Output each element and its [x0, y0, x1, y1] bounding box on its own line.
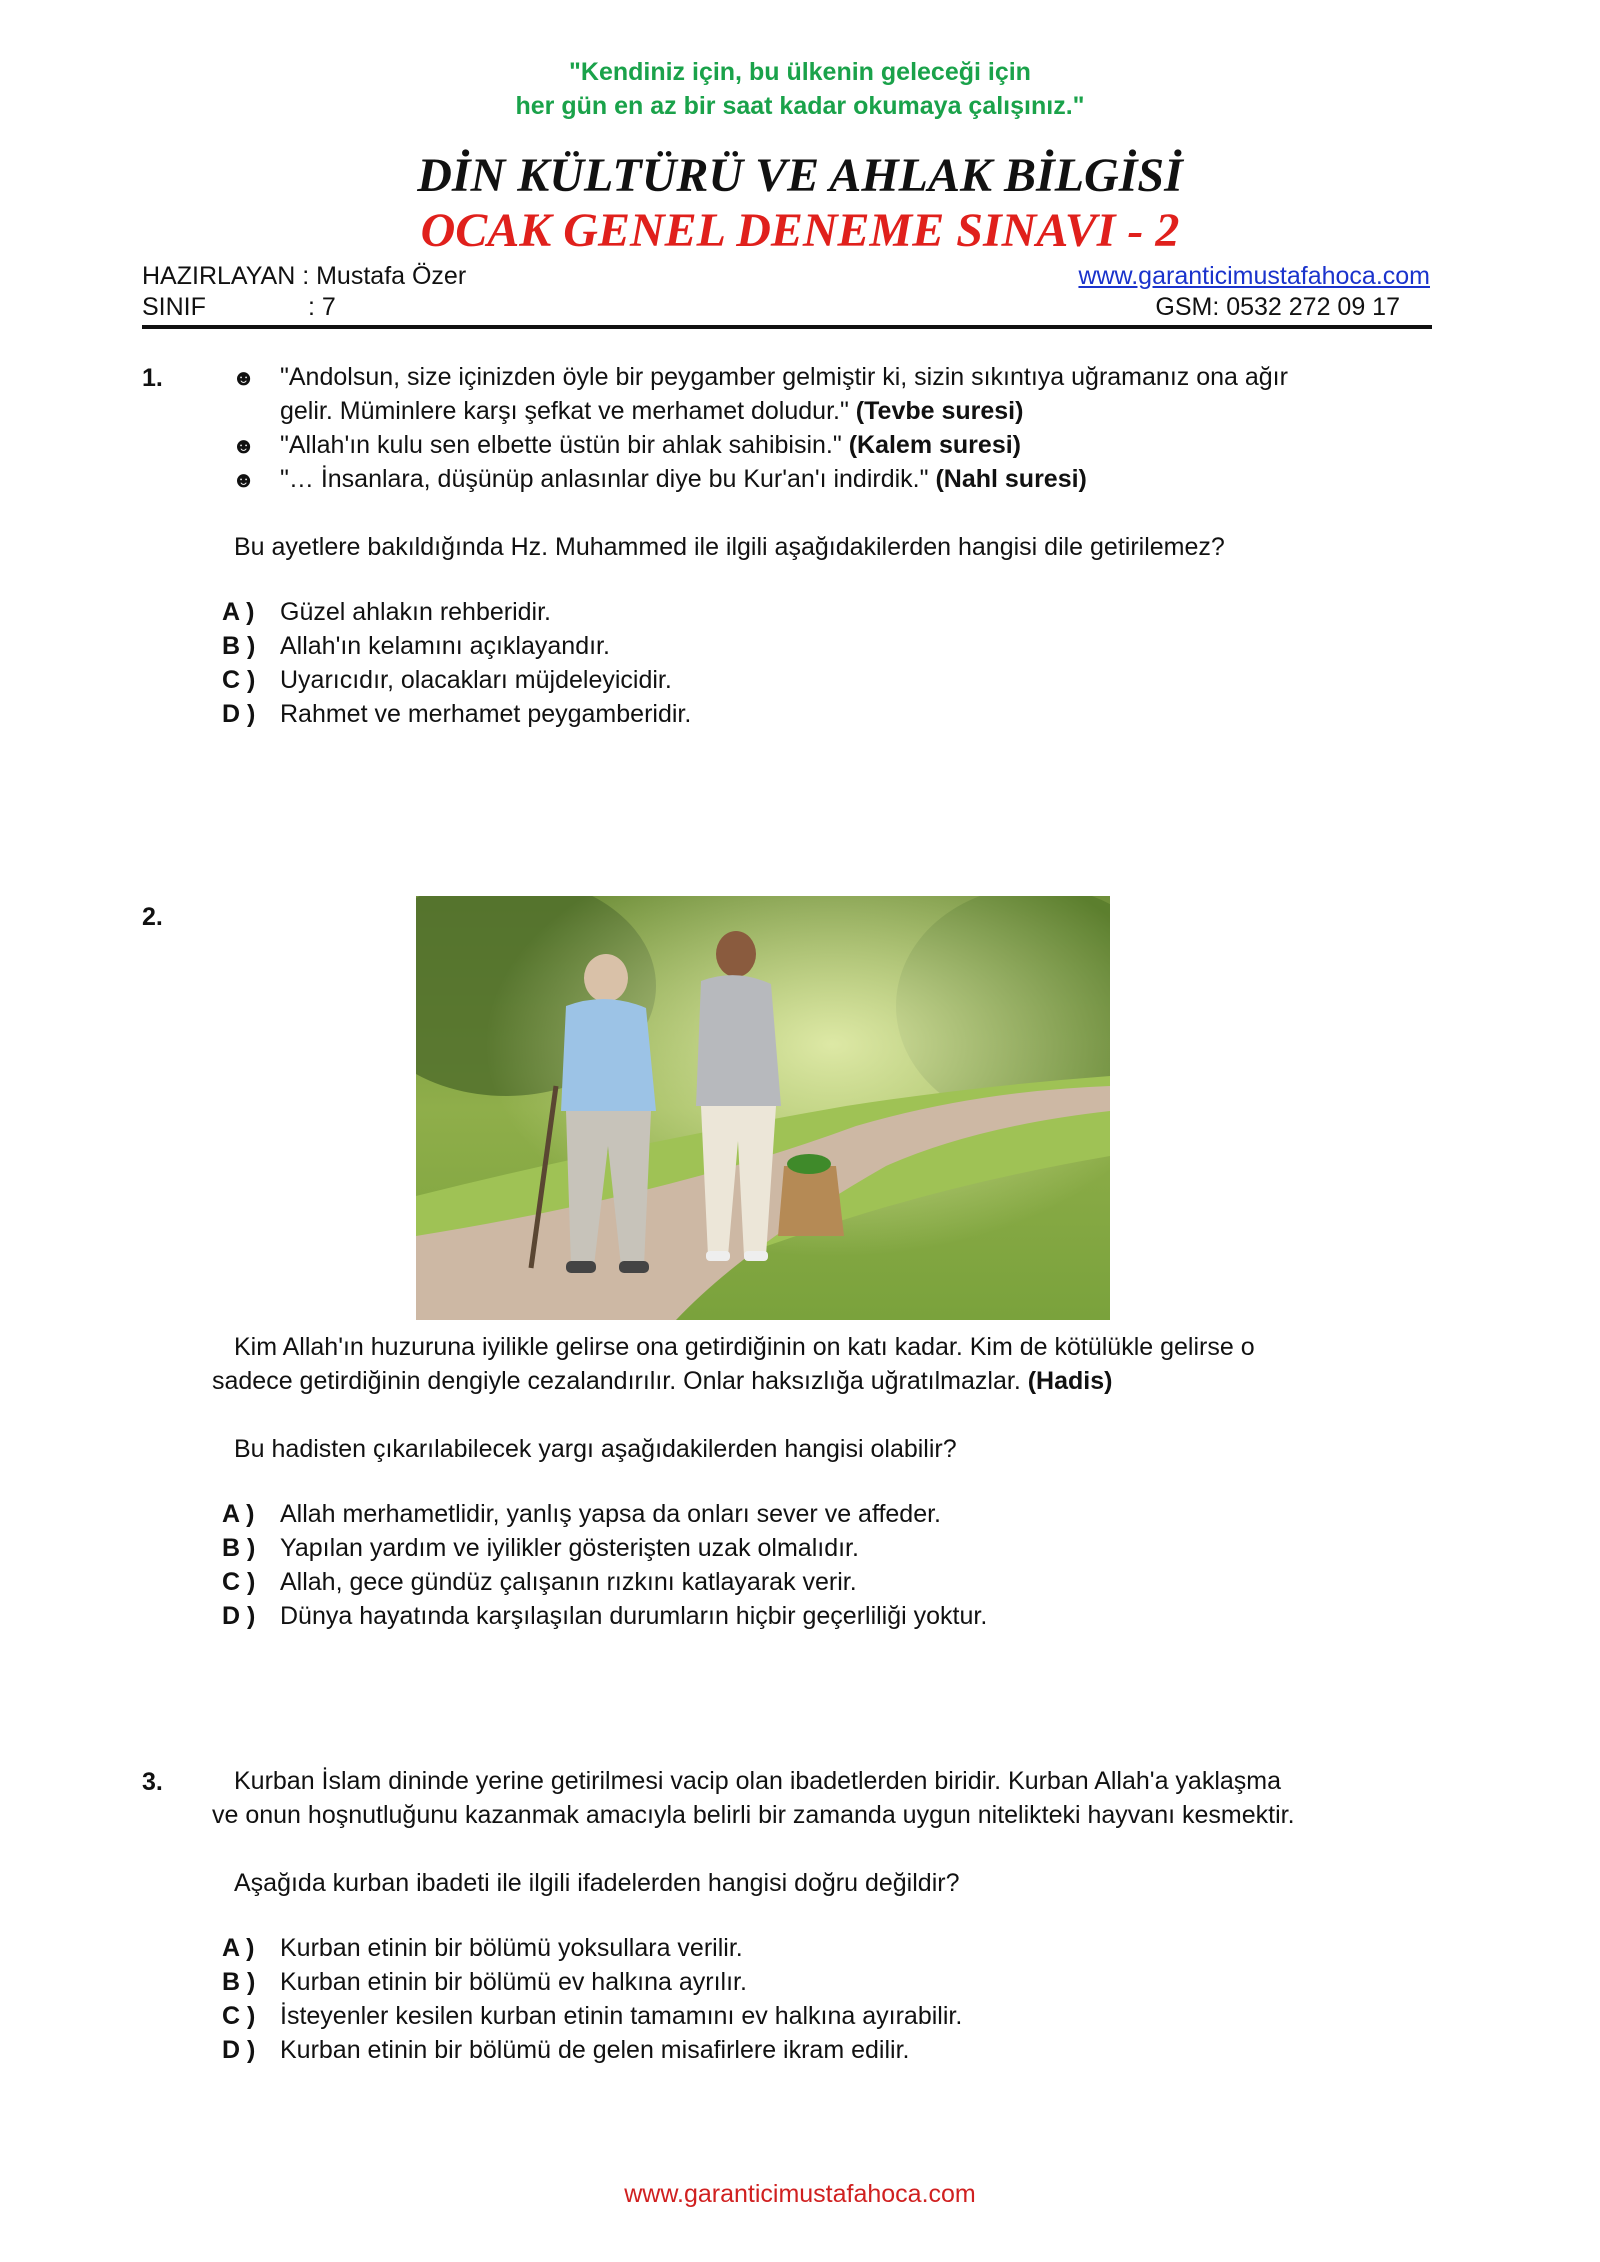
question-stem: Bu hadisten çıkarılabilecek yargı aşağıdakilerden hangisi olabilir?	[234, 1435, 957, 1463]
option-text[interactable]: Yapılan yardım ve iyilikler gösterişten uzak olmalıdır.	[280, 1534, 859, 1562]
verse-line	[280, 428, 1021, 462]
website-link[interactable]: www.garanticimustafahoca.com	[1078, 262, 1430, 290]
question-number: 1.	[142, 364, 163, 392]
option-text[interactable]: İsteyenler kesilen kurban etinin tamamını ev halkına ayırabilir.	[280, 2002, 963, 2030]
option-letter: A )	[222, 1934, 255, 1962]
verse-line	[280, 462, 1087, 496]
class-value: : 7	[308, 293, 336, 321]
question-number: 3.	[142, 1768, 163, 1796]
passage-text: Kurban İslam dininde yerine getirilmesi vacip olan ibadetlerden biridir. Kurban Allah'a yaklaşma	[234, 1767, 1282, 1795]
smiley-bullet-icon: ☻	[232, 433, 256, 458]
passage-source: (Hadis)	[1027, 1367, 1113, 1395]
question-number: 2.	[142, 903, 163, 931]
passage-text: sadece getirdiğinin dengiyle cezalandırılır. Onlar haksızlığa uğratılmazlar.	[212, 1367, 1021, 1395]
option-text[interactable]: Kurban etinin bir bölümü yoksullara verilir.	[280, 1934, 743, 1962]
passage-line	[212, 1364, 1112, 1398]
option-letter: A )	[222, 598, 255, 626]
option-text[interactable]: Allah'ın kelamını açıklayandır.	[280, 632, 610, 660]
option-text[interactable]: Rahmet ve merhamet peygamberidir.	[280, 700, 692, 728]
option-letter: C )	[222, 1568, 256, 1596]
verse-text: "Allah'ın kulu sen elbette üstün bir ahlak sahibisin."	[280, 431, 842, 459]
option-letter: D )	[222, 700, 256, 728]
option-letter: B )	[222, 1534, 256, 1562]
elderly-couple-walking-photo	[416, 896, 1110, 1320]
option-text[interactable]: Kurban etinin bir bölümü de gelen misafirlere ikram edilir.	[280, 2036, 910, 2064]
option-text[interactable]: Dünya hayatında karşılaşılan durumların hiçbir geçerliliği yoktur.	[280, 1602, 988, 1630]
option-text[interactable]: Uyarıcıdır, olacakları müjdeleyicidir.	[280, 666, 672, 694]
header-divider	[142, 325, 1432, 329]
motto-line-2: her gün en az bir saat kadar okumaya çalışınız."	[515, 92, 1085, 120]
passage-text: Kim Allah'ın huzuruna iyilikle gelirse ona getirdiğinin on katı kadar. Kim de kötülükle gelirse o	[234, 1333, 1255, 1361]
verse-source: (Nahl suresi)	[935, 465, 1087, 493]
option-letter: D )	[222, 2036, 256, 2064]
verse-line	[280, 394, 1023, 428]
option-text[interactable]: Kurban etinin bir bölümü ev halkına ayrılır.	[280, 1968, 747, 1996]
option-letter: D )	[222, 1602, 256, 1630]
smiley-bullet-icon: ☻	[232, 365, 256, 390]
verse-source: (Kalem suresi)	[848, 431, 1021, 459]
page-title: DİN KÜLTÜRÜ VE AHLAK BİLGİSİ	[417, 149, 1183, 202]
option-text[interactable]: Allah merhametlidir, yanlış yapsa da onları sever ve affeder.	[280, 1500, 941, 1528]
motto-line-1: "Kendiniz için, bu ülkenin geleceği için	[569, 58, 1031, 86]
smiley-bullet-icon: ☻	[232, 467, 256, 492]
verse-text: gelir. Müminlere karşı şefkat ve merhamet doludur."	[280, 397, 849, 425]
option-letter: C )	[222, 666, 256, 694]
class-label: SINIF	[142, 293, 206, 321]
option-text[interactable]: Güzel ahlakın rehberidir.	[280, 598, 551, 626]
question-stem: Aşağıda kurban ibadeti ile ilgili ifadelerden hangisi doğru değildir?	[234, 1869, 960, 1897]
option-letter: B )	[222, 1968, 256, 1996]
verse-source: (Tevbe suresi)	[855, 397, 1024, 425]
option-letter: B )	[222, 632, 256, 660]
option-letter: A )	[222, 1500, 255, 1528]
exam-title: OCAK GENEL DENEME SINAVI - 2	[420, 204, 1180, 257]
gsm-number: GSM: 0532 272 09 17	[1155, 293, 1400, 321]
passage-text: ve onun hoşnutluğunu kazanmak amacıyla belirli bir zamanda uygun nitelikteki hayvanı kesmektir.	[212, 1801, 1295, 1829]
option-letter: C )	[222, 2002, 256, 2030]
question-stem: Bu ayetlere bakıldığında Hz. Muhammed ile ilgili aşağıdakilerden hangisi dile getirilemez?	[234, 533, 1225, 561]
verse-text: "Andolsun, size içinizden öyle bir peygamber gelmiştir ki, sizin sıkıntıya uğramanız ona ağır	[280, 363, 1288, 391]
prepared-by: HAZIRLAYAN : Mustafa Özer	[142, 262, 467, 290]
footer-website-link[interactable]: www.garanticimustafahoca.com	[624, 2180, 976, 2208]
option-text[interactable]: Allah, gece gündüz çalışanın rızkını katlayarak verir.	[280, 1568, 857, 1596]
verse-text: "… İnsanlara, düşünüp anlasınlar diye bu Kur'an'ı indirdik."	[280, 465, 929, 493]
